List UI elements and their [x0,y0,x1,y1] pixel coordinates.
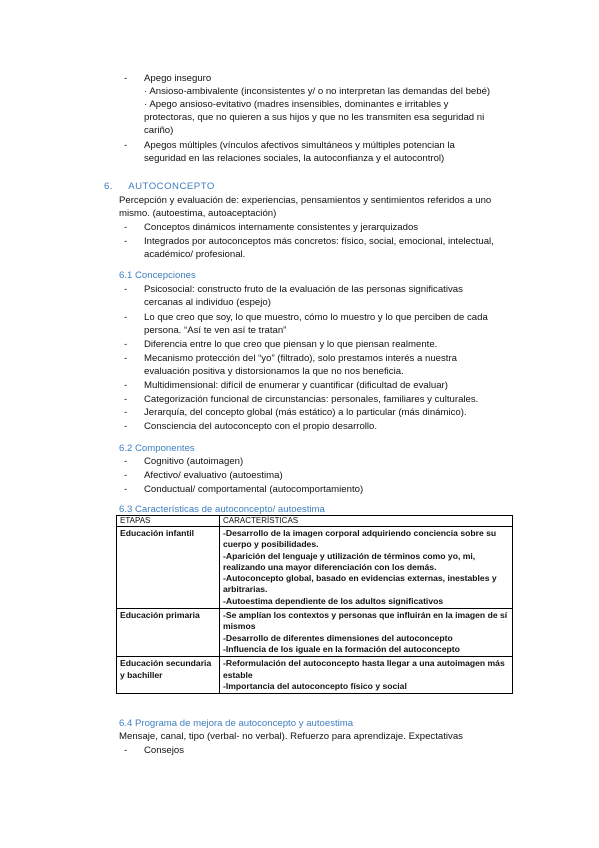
list-item-text: Conductual/ comportamental (autocomportamiento) [144,484,364,495]
section-title: AUTOCONCEPTO [128,181,215,192]
bullet-dash: - [124,222,128,233]
section-number: 6. [104,181,114,192]
subsection-title: 6.1 Concepciones [119,270,196,281]
bullet-dash: - [124,140,128,151]
list-item-text: Conceptos dinámicos internamente consistentes y jerarquizados [144,222,419,233]
intro-line: Percepción y evaluación de: experiencias, pensamientos y sentimientos referidos a uno [119,195,492,206]
characteristics-table [116,515,513,694]
cell-line: -Autoestima dependiente de los adultos significativos [223,595,444,606]
table-row [117,527,513,609]
cell-line: -Importancia del autoconcepto físico y social [223,680,407,691]
cell-line: mismos [223,621,256,632]
cell-line: estable [223,669,253,680]
bullet-dash: - [124,339,128,350]
stage-label: Educación infantil [120,528,195,538]
list-item-text: Categorización funcional de circunstancias: personales, familiares y culturales. [144,394,479,405]
section-intro [119,194,519,220]
subsection-title: 6.4 Programa de mejora de autoconcepto y autoestima [119,718,354,729]
list-item-line: seguridad en las relaciones sociales, la autoconfianza y el autocontrol) [144,153,445,164]
stage-label: Educación primaria [120,610,200,621]
cell-line: -Se amplían los contextos y personas que influirán en la imagen de sí [223,610,508,621]
stage-cell [117,657,220,694]
list-item-line: Psicosocial: constructo fruto de la evaluación de las personas significativas [144,284,463,295]
cell-line: realizando una mayor diferenciación con los demás. [223,561,437,572]
stage-label: Educación secundaria [120,658,212,669]
stage-label: y bachiller [120,669,163,680]
cell-line: -Reformulación del autoconcepto hasta llegar a una autoimagen más [223,658,505,669]
column-header-caracteristicas: CARACTERÍSTICAS [220,516,513,527]
bullet-dash: - [124,236,128,247]
cell-line: -Desarrollo de diferentes dimensiones del autoconcepto [223,632,453,643]
list-item-text: Multidimensional: difícil de enumerar y cuantificar (dificultad de evaluar) [144,380,448,391]
list-item-text: Apego inseguro [144,73,212,84]
bullet-dash: - [124,456,128,467]
subtype-ambivalente: · Ansioso-ambivalente (inconsistentes y/ o no interpretan las demandas del bebé) [144,86,491,97]
list-item-text: Consciencia del autoconcepto con el propio desarrollo. [144,421,378,432]
subtype-evitativo-line2: protectoras, que no quieren a sus hijos y que no les transmiten esa seguridad ni [144,112,485,123]
apego-subtypes [144,85,524,137]
cell-line: cuerpo y posibilidades. [223,539,319,550]
cell-line: arbitrarias. [223,584,268,595]
cell-line: -Aparición del lenguaje y utilización de términos como yo, mi, [223,550,476,561]
column-header-etapas: ETAPAS [117,516,220,527]
list-item-text [144,235,524,261]
subsection-title: 6.3 Características de autoconcepto/ autoestima [119,504,325,515]
bullet-dash: - [124,394,128,405]
bullet-dash: - [124,312,128,323]
bullet-dash: - [124,380,128,391]
list-item-text [144,283,524,309]
list-item-text [144,311,524,337]
bullet-dash: - [124,421,128,432]
list-item-line: evaluación positiva y distorsionamos la que no nos beneficia. [144,366,404,377]
bullet-dash: - [124,470,128,481]
list-item-line: académico/ profesional. [144,249,246,260]
list-item-line: Integrados por autoconceptos más concretos: físico, social, emocional, intelectual, [144,236,494,247]
table-header-row [117,516,513,527]
list-item-line: Apegos múltiples (vínculos afectivos simultáneos y múltiples potencian la [144,140,455,151]
list-item-text: Consejos [144,745,184,756]
list-item-line: cercanas al individuo (espejo) [144,297,271,308]
characteristics-cell [220,609,513,657]
subtype-evitativo-line3: cariño) [144,125,174,136]
section-heading [104,180,215,193]
list-item-line: Lo que creo que soy, lo que muestro, cómo lo muestro y lo que perciben de cada [144,312,488,323]
cell-line: -Autoconcepto global, basado en evidencias externas, inestables y [223,573,497,584]
cell-line: -Desarrollo de la imagen corporal adquiriendo conciencia sobre su [223,528,497,538]
list-item-line: Mecanismo protección del “yo” (filtrado), solo prestamos interés a nuestra [144,353,457,364]
bullet-dash: - [124,284,128,295]
list-item-text: Jerarquía, del concepto global (más estático) a lo particular (más dinámico). [144,407,467,418]
programa-text: Mensaje, canal, tipo (verbal- no verbal). Refuerzo para aprendizaje. Expectativas [119,731,463,742]
table-row [117,609,513,657]
characteristics-cell [220,527,513,609]
bullet-dash: - [124,745,128,756]
subtype-evitativo-line1: · Apego ansioso-evitativo (madres insensibles, dominantes e irritables y [144,99,449,110]
stage-cell [117,527,220,609]
list-item-text: Cognitivo (autoimagen) [144,456,244,467]
characteristics-cell [220,657,513,694]
bullet-dash: - [124,407,128,418]
list-item-text: Afectivo/ evaluativo (autoestima) [144,470,283,481]
bullet-dash: - [124,353,128,364]
stage-cell [117,609,220,657]
list-item-line: persona. “Así te ven así te tratan” [144,325,287,336]
list-item-text [144,352,524,378]
table-row [117,657,513,694]
bullet-dash: - [124,73,128,84]
list-item-text [144,139,524,165]
cell-line: -Influencia de los iguale en la formación del autoconcepto [223,643,460,654]
list-item-text: Diferencia entre lo que creo que piensan y lo que piensan realmente. [144,339,438,350]
bullet-dash: - [124,484,128,495]
intro-line: mismo. (autoestima, autoaceptación) [119,208,277,219]
subsection-title: 6.2 Componentes [119,443,195,454]
